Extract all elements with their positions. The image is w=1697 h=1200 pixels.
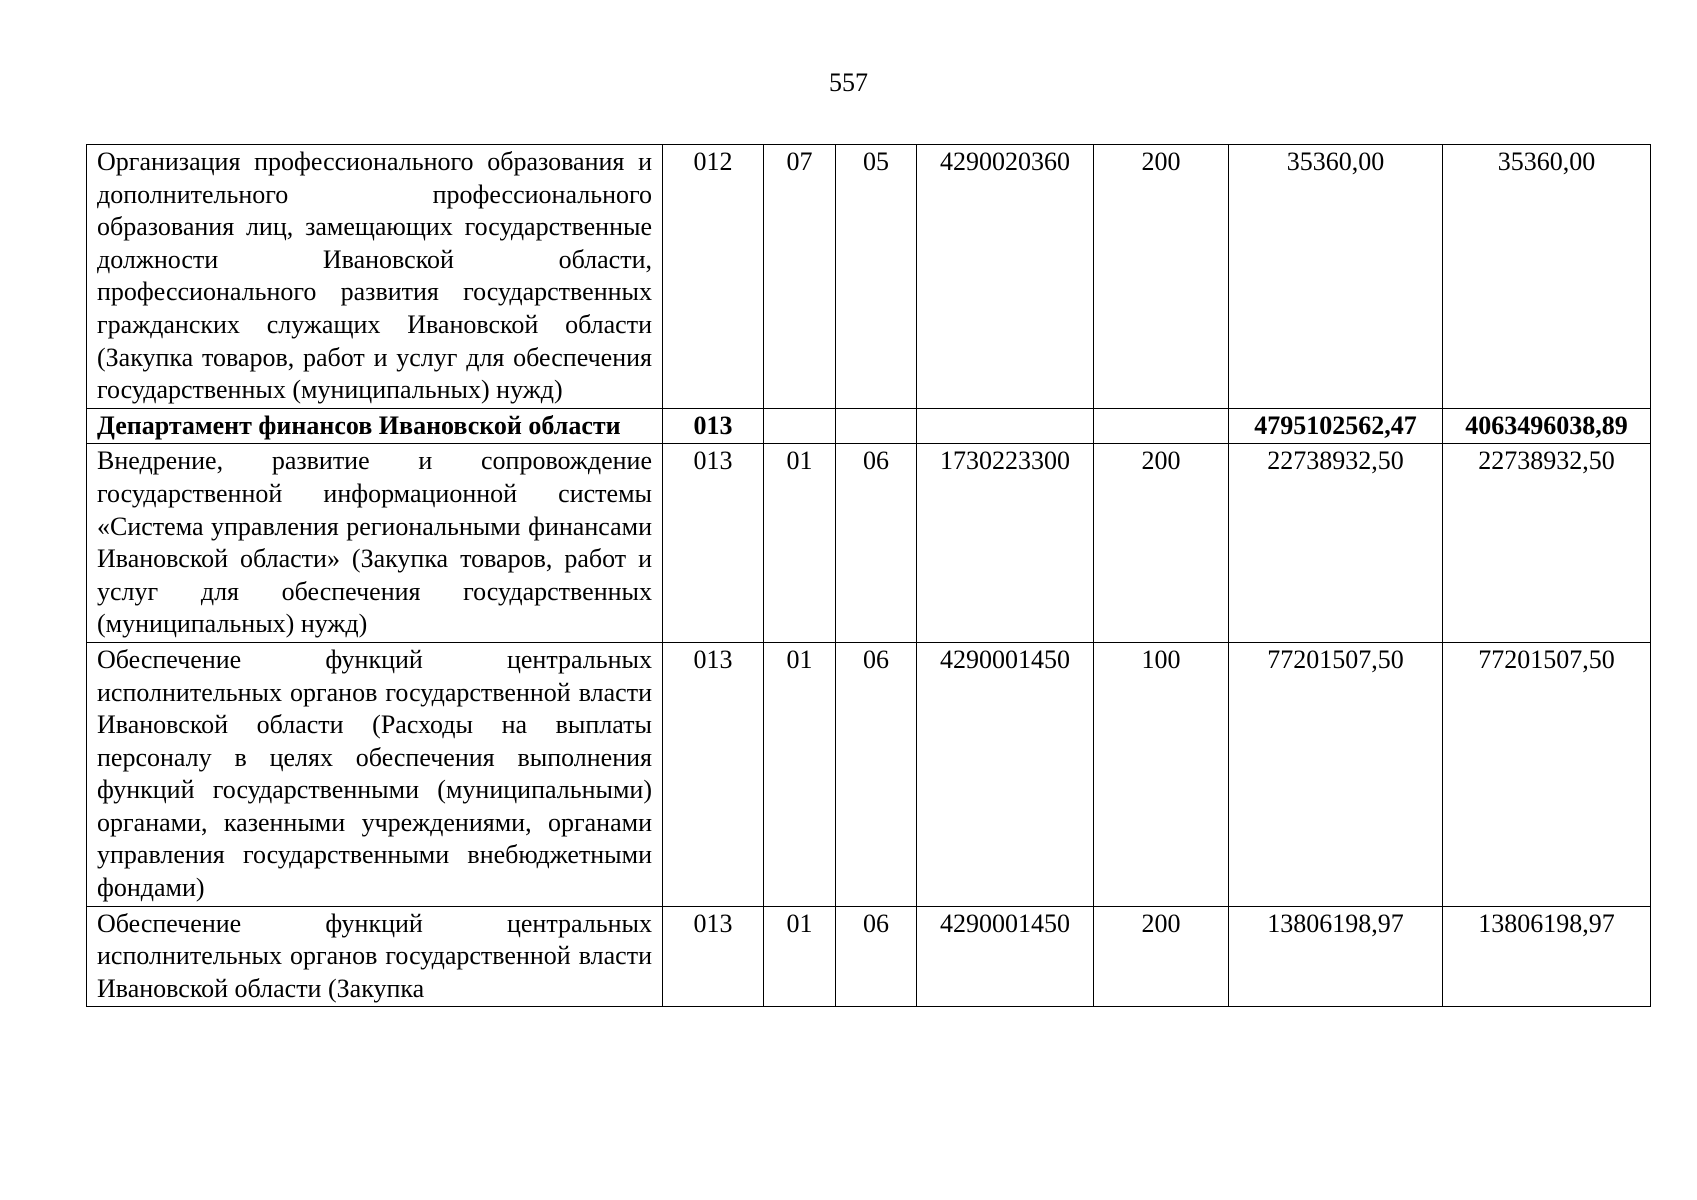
subsection-code [836, 408, 917, 444]
table-row [87, 642, 1651, 906]
section-code: 01 [764, 642, 836, 906]
amount-year-2: 35360,00 [1443, 145, 1651, 409]
amount-year-1: 77201507,50 [1229, 642, 1443, 906]
amount-year-2: 22738932,50 [1443, 444, 1651, 643]
ministry-code: 012 [663, 145, 764, 409]
target-article-code: 4290001450 [917, 642, 1094, 906]
row-description: Обеспечение функций центральных исполнительных органов государственной власти Ивановской области (Закупка [87, 906, 663, 1007]
row-description: Организация профессионального образования и дополнительного профессионального образования лиц, замещающих государственные должности Ивановской области, профессионального развития государственных гражданских служащих Ивановской области (Закупка товаров, работ и услуг для обеспечения государственных (муниципальных) нужд) [87, 145, 663, 409]
row-description: Обеспечение функций центральных исполнительных органов государственной власти Ивановской области (Расходы на выплаты персоналу в целях обеспечения выполнения функций государственными (муниципальными) органами, казенными учреждениями, органами управления государственными внебюджетными фондами) [87, 642, 663, 906]
amount-year-2: 13806198,97 [1443, 906, 1651, 1007]
ministry-code: 013 [663, 408, 764, 444]
expense-type-code: 200 [1094, 145, 1229, 409]
ministry-code: 013 [663, 906, 764, 1007]
expense-type-code: 200 [1094, 906, 1229, 1007]
expense-type-code: 200 [1094, 444, 1229, 643]
expense-type-code: 100 [1094, 642, 1229, 906]
amount-year-2: 77201507,50 [1443, 642, 1651, 906]
amount-year-1: 22738932,50 [1229, 444, 1443, 643]
subsection-code: 06 [836, 444, 917, 643]
subsection-code: 06 [836, 906, 917, 1007]
budget-table [86, 144, 1651, 1007]
ministry-code: 013 [663, 444, 764, 643]
target-article-code: 1730223300 [917, 444, 1094, 643]
row-description: Внедрение, развитие и сопровождение государственной информационной системы «Система управления региональными финансами Ивановской области» (Закупка товаров, работ и услуг для обеспечения государственных (муниципальных) нужд) [87, 444, 663, 643]
table-row [87, 145, 1651, 409]
amount-year-1: 35360,00 [1229, 145, 1443, 409]
ministry-code: 013 [663, 642, 764, 906]
target-article-code [917, 408, 1094, 444]
table-row [87, 906, 1651, 1007]
target-article-code: 4290001450 [917, 906, 1094, 1007]
target-article-code: 4290020360 [917, 145, 1094, 409]
amount-year-2: 4063496038,89 [1443, 408, 1651, 444]
section-code: 01 [764, 444, 836, 643]
subsection-code: 06 [836, 642, 917, 906]
subsection-code: 05 [836, 145, 917, 409]
expense-type-code [1094, 408, 1229, 444]
row-description: Департамент финансов Ивановской области [87, 408, 663, 444]
amount-year-1: 13806198,97 [1229, 906, 1443, 1007]
page-number: 557 [829, 68, 868, 97]
section-code: 01 [764, 906, 836, 1007]
table-row [87, 408, 1651, 444]
table-row [87, 444, 1651, 643]
section-code: 07 [764, 145, 836, 409]
amount-year-1: 4795102562,47 [1229, 408, 1443, 444]
section-code [764, 408, 836, 444]
